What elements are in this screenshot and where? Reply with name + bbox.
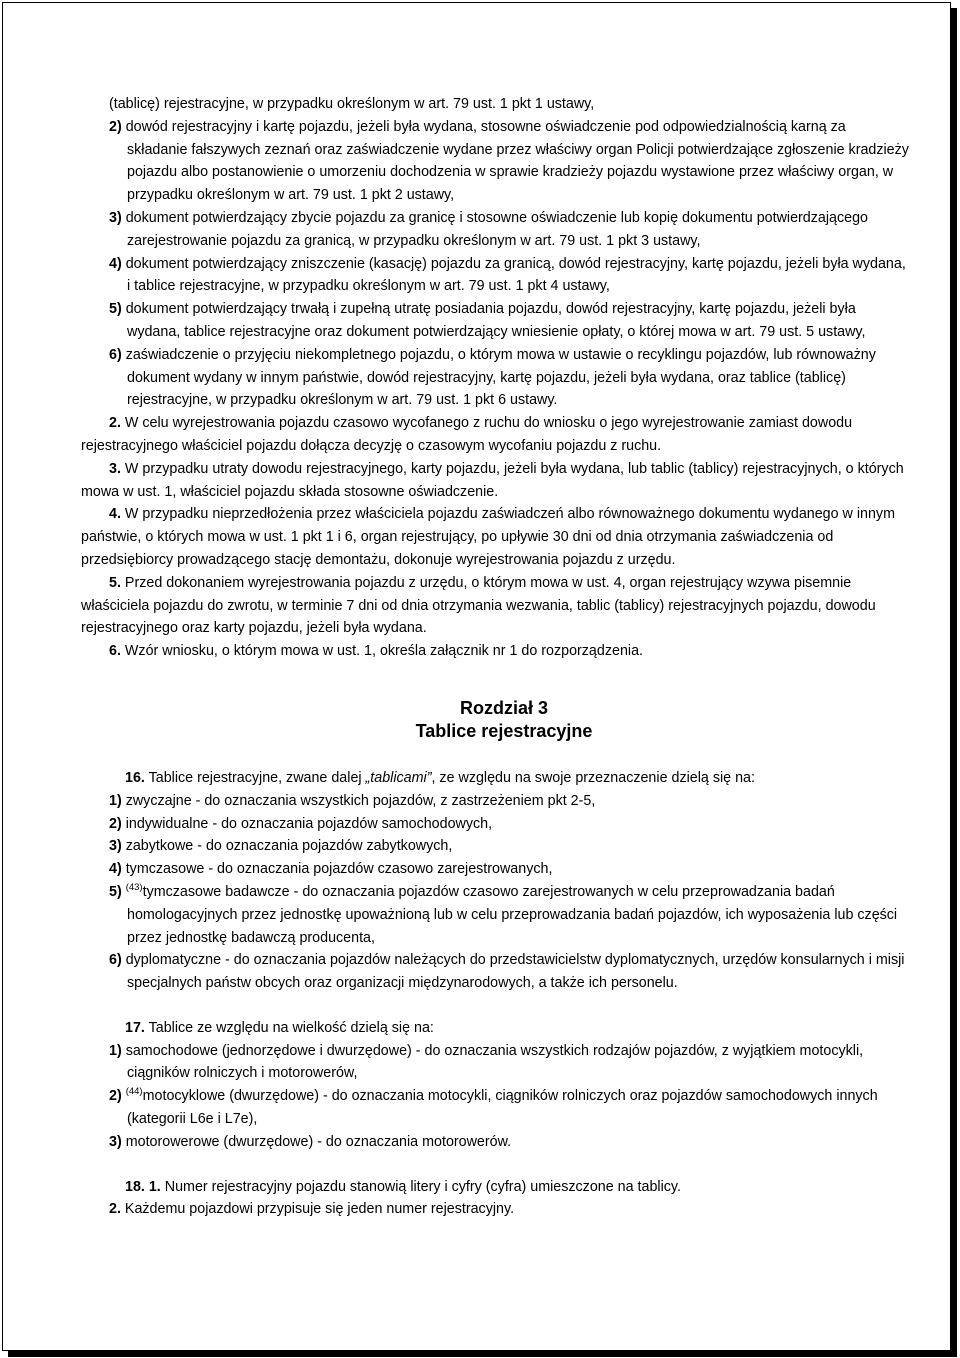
item-text: indywidualne - do oznaczania pojazdów samochodowych, <box>125 815 493 832</box>
section-number: 17. <box>125 1019 145 1036</box>
section-number: 16. <box>125 769 145 786</box>
section-paragraph <box>109 1198 909 1221</box>
item-number: 4) <box>109 861 122 878</box>
paragraph-number: 6. <box>109 643 121 660</box>
list-item <box>109 1131 909 1154</box>
chapter-title: Rozdział 3 <box>459 697 548 718</box>
list-item <box>109 881 909 949</box>
defined-term: „tablicami” <box>365 769 432 786</box>
item-number: 6) <box>109 346 122 363</box>
paragraph-number: 2. <box>109 415 121 432</box>
fragment-continuation: (tablicę) rejestracyjne, w przypadku określonym w art. 79 ust. 1 pkt 1 ustawy, <box>109 96 595 112</box>
item-number: 1) <box>109 1042 122 1059</box>
paragraph-text: Numer rejestracyjny pojazdu stanowią litery i cyfry (cyfra) umieszczone na tablicy. <box>164 1178 681 1195</box>
item-text: samochodowe (jednorzędowe i dwurzędowe) - do oznaczania wszystkich rodzajów pojazdów, z wyjątkiem motocykli, ciągników rolniczych i motorowerów, <box>125 1042 864 1082</box>
section-paragraph <box>109 1176 909 1199</box>
item-text: zaświadczenie o przyjęciu niekompletnego pojazdu, o którym mowa w ustawie o recyklingu pojazdów, lub równoważny dokument wydany w innym państwie, dowód rejestracyjny, kartę pojazdu, jeżeli była wydana, oraz tablice (tablicę) rejestracyjne, w przypadku określonym w art. 79 ust. 1 pkt 6 ustawy. <box>125 346 876 409</box>
section-17 <box>109 1017 909 1154</box>
chapter-subtitle: Tablice rejestracyjne <box>415 720 593 741</box>
item-number: 3) <box>109 838 122 855</box>
item-text: motocyklowe (dwurzędowe) - do oznaczania motocykli, ciągników rolniczych oraz pojazdów samochodowych innych (kategorii L6e i L7e), <box>127 1088 878 1128</box>
paragraph-number: 5. <box>109 574 121 591</box>
item-text: motorowerowe (dwurzędowe) - do oznaczania motorowerów. <box>125 1133 512 1150</box>
paragraph <box>81 572 909 640</box>
footnote-reference: (43) <box>125 881 143 893</box>
section-16 <box>109 767 909 995</box>
list-item <box>109 1085 909 1131</box>
list-item <box>109 253 909 299</box>
list-item <box>109 858 909 881</box>
paragraph <box>81 640 909 663</box>
paragraph <box>81 503 909 571</box>
item-text: dokument potwierdzający zbycie pojazdu za granicę i stosowne oświadczenie lub kopię dokumentu potwierdzającego zarejestrowanie pojazdu za granicą, w przypadku określonym w art. 79 ust. 1 pkt 3 ustawy, <box>125 209 868 249</box>
paragraph-number: 4. <box>109 506 121 523</box>
section-intro-text-end: , ze względu na swoje przeznaczenie dzielą się na: <box>431 769 755 786</box>
section-number: 18. <box>125 1178 145 1195</box>
paragraph <box>81 458 909 504</box>
item-number: 3) <box>109 1133 122 1150</box>
item-number: 4) <box>109 255 122 272</box>
list-item <box>109 116 909 207</box>
item-number: 1) <box>109 792 122 809</box>
item-text: tymczasowe badawcze - do oznaczania pojazdów czasowo zarejestrowanych w celu przeprowadzania badań homologacyjnych przez jednostkę upoważnioną lub w celu przeprowadzania badań pojazdów, ich wyposażenia lub części przez jednostkę badawczą producenta, <box>127 883 898 946</box>
item-number: 5) <box>109 301 122 318</box>
paragraph-text: W przypadku utraty dowodu rejestracyjnego, karty pojazdu, jeżeli była wydana, lub tablic (tablicy) rejestracyjnych, o których mowa w ust. 1, właściciel pojazdu składa stosowne oświadczenie. <box>81 460 904 500</box>
section-intro <box>109 1017 909 1040</box>
item-number: 2) <box>109 118 122 135</box>
paragraph <box>81 412 909 458</box>
paragraph-text: W celu wyrejestrowania pojazdu czasowo wycofanego z ruchu do wniosku o jego wyrejestrowanie zamiast dowodu rejestracyjnego właściciel pojazdu dołącza decyzję o czasowym wycofaniu pojazdu z ruchu. <box>81 415 853 454</box>
item-number: 2) <box>109 1088 122 1105</box>
item-text: zabytkowe - do oznaczania pojazdów zabytkowych, <box>125 838 453 855</box>
paragraph-number: 1. <box>148 1178 161 1195</box>
list-item <box>109 949 909 995</box>
section-intro <box>109 767 909 790</box>
item-text: dokument potwierdzający trwałą i zupełną utratę posiadania pojazdu, dowód rejestracyjny, kartę pojazdu, jeżeli była wydana, tablice rejestracyjne oraz dokument potwierdzający wniesienie opłaty, o której mowa w art. 79 ust. 5 ustawy, <box>125 301 866 340</box>
paragraph-number: 2. <box>109 1201 121 1218</box>
item-text: dowód rejestracyjny i kartę pojazdu, jeżeli była wydana, stosowne oświadczenie pod odpowiedzialnością karną za składanie fałszywych zeznań oraz zaświadczenie wydane przez właściwy organ Policji potwierdzające zgłoszenie kradzieży pojazdu albo postanowienie o umorzeniu dochodzenia w sprawie kradzieży pojazdu wystawione przez właściwy organ, w przypadku określonym w art. 79 ust. 1 pkt 2 ustawy, <box>125 118 909 204</box>
chapter-heading <box>99 697 909 743</box>
item-text: dyplomatyczne - do oznaczania pojazdów należących do przedstawicielstw dyplomatycznych, urzędów konsularnych i misji specjalnych państw obcych oraz organizacji międzynarodowych, a także ich personelu. <box>125 952 905 992</box>
paragraph-number: 3. <box>109 460 121 477</box>
list-item <box>109 298 909 344</box>
section-intro-text: Tablice rejestracyjne, zwane dalej <box>148 769 366 786</box>
footnote-reference: (44) <box>125 1086 143 1098</box>
document-page <box>2 2 951 1351</box>
list-item <box>109 207 909 253</box>
numbered-paragraphs <box>81 412 909 663</box>
paragraph-text: Każdemu pojazdowi przypisuje się jeden numer rejestracyjny. <box>124 1201 515 1218</box>
paragraph-text: Wzór wniosku, o którym mowa w ust. 1, określa załącznik nr 1 do rozporządzenia. <box>124 643 643 660</box>
section-intro-text: Tablice ze względu na wielkość dzielą się na: <box>148 1019 434 1036</box>
list-item <box>109 1040 909 1086</box>
item-number: 6) <box>109 952 122 969</box>
item-text: dokument potwierdzający zniszczenie (kasację) pojazdu za granicą, dowód rejestracyjny, kartę pojazdu, jeżeli była wydana, i tablice rejestracyjne, w przypadku określonym w art. 79 ust. 1 pkt 4 ustawy, <box>125 255 906 295</box>
item-number: 2) <box>109 815 122 832</box>
list-item <box>109 790 909 813</box>
list-item <box>109 344 909 412</box>
list-item <box>109 835 909 858</box>
list-item <box>109 813 909 836</box>
section-18 <box>109 1176 909 1222</box>
paragraph-text: W przypadku nieprzedłożenia przez właściciela pojazdu zaświadczeń albo równoważnego dokumentu wydanego w innym państwie, o których mowa w ust. 1 pkt 1 i 6, organ rejestrujący, po upływie 30 dni od dnia otrzymania zaświadczenia od przedsiębiorcy prowadzącego stację demontażu, dokonuje wyrejestrowania pojazdu z urzędu. <box>81 506 895 568</box>
document-list-1 <box>109 116 909 412</box>
item-number: 3) <box>109 209 122 226</box>
item-number: 5) <box>109 883 122 900</box>
paragraph-text: Przed dokonaniem wyrejestrowania pojazdu z urzędu, o którym mowa w ust. 4, organ rejestrujący wzywa pisemnie właściciela pojazdu do zwrotu, w terminie 7 dni od dnia otrzymania wezwania, tablic (tablicy) rejestracyjnych pojazdu, dowodu rejestracyjnego oraz karty pojazdu, jeżeli była wydana. <box>81 574 876 637</box>
item-text: zwyczajne - do oznaczania wszystkich pojazdów, z zastrzeżeniem pkt 2-5, <box>125 792 596 809</box>
item-text: tymczasowe - do oznaczania pojazdów czasowo zarejestrowanych, <box>125 861 553 878</box>
page-content <box>81 93 909 1221</box>
